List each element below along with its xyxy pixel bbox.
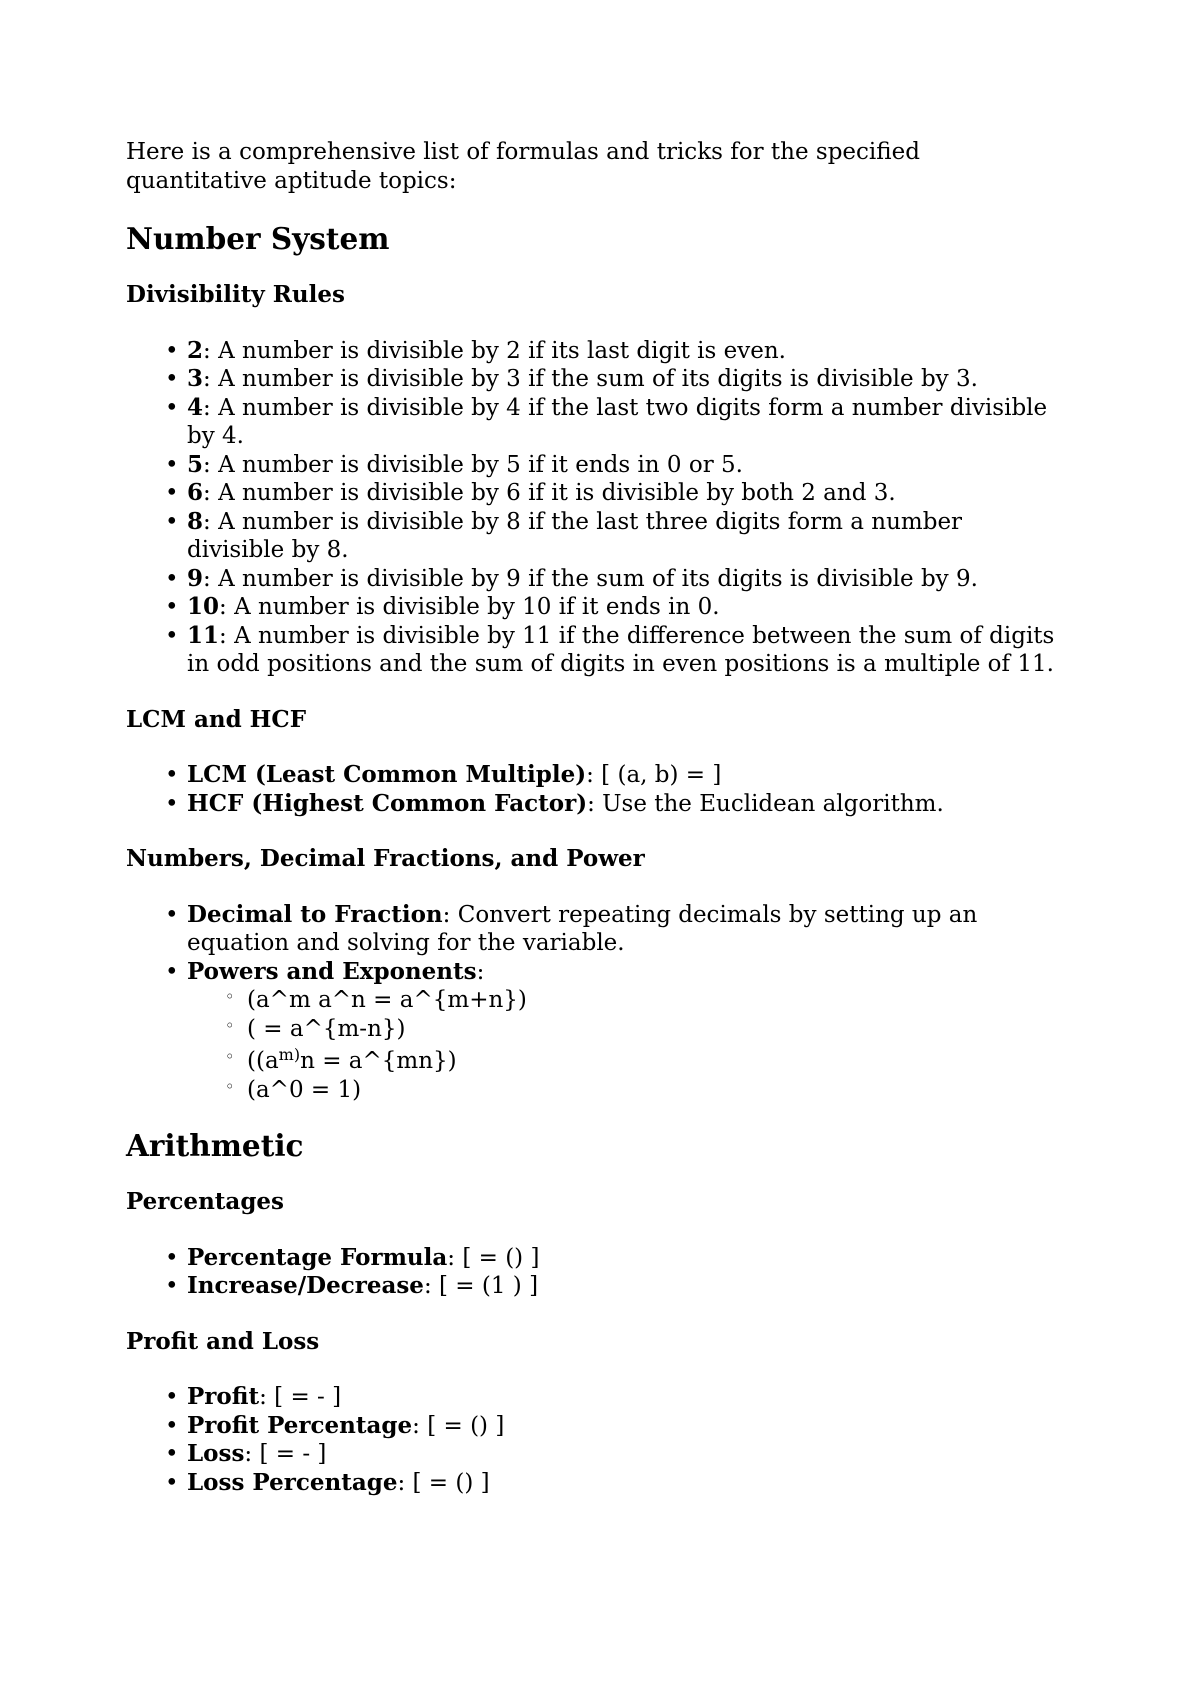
bullet-icon: •: [165, 790, 179, 817]
list-item-term: Loss: [187, 1440, 245, 1467]
superscript: m): [278, 1045, 301, 1064]
bullet-icon: •: [165, 594, 179, 620]
lcm-hcf-list: [126, 761, 1066, 818]
divisibility-list: [126, 337, 1066, 679]
list-item: [126, 1383, 1066, 1412]
bullet-icon: •: [165, 1441, 179, 1467]
list-item-term: HCF (Highest Common Factor): [187, 789, 588, 817]
list-item-text: : A number is divisible by 5 if it ends in 0 or 5.: [203, 451, 743, 478]
bullet-icon: •: [165, 622, 179, 649]
formula-text: (a^0 = 1): [247, 1076, 362, 1103]
sublist-item: [186, 1015, 1066, 1044]
powers-sublist: [186, 986, 1066, 1104]
list-item-term: 5: [187, 450, 204, 478]
bullet-icon: •: [165, 394, 179, 421]
bullet-icon: •: [165, 1469, 179, 1496]
bullet-icon: •: [165, 480, 179, 506]
sublist-item: [186, 1043, 1066, 1076]
bullet-icon: •: [165, 451, 179, 478]
subheading-decimal-fractions-power: Numbers, Decimal Fractions, and Power: [126, 845, 645, 872]
list-item: [126, 761, 1066, 790]
list-item-term: Profit Percentage: [187, 1411, 413, 1439]
list-item: [126, 901, 1066, 958]
list-item: [126, 337, 1066, 366]
list-item-term: Loss Percentage: [187, 1468, 398, 1496]
list-item: [126, 508, 1066, 565]
profit-loss-list: [126, 1383, 1066, 1497]
sublist-item: [186, 986, 1066, 1015]
list-item-text: : A number is divisible by 8 if the last three digits form a number divisible by 8.: [187, 508, 963, 563]
list-item-text: : A number is divisible by 6 if it is divisible by both 2 and 3.: [203, 480, 896, 506]
list-item: [126, 1244, 1066, 1273]
subheading-percentages: Percentages: [126, 1188, 284, 1215]
list-item-text: : [ = - ]: [259, 1384, 342, 1410]
list-item-term: Decimal to Fraction: [187, 900, 443, 928]
list-item-term: Percentage Formula: [187, 1243, 448, 1271]
list-item-text: : [ = - ]: [244, 1441, 327, 1467]
sublist-item: [186, 1076, 1066, 1105]
subheading-profit-loss: Profit and Loss: [126, 1327, 320, 1355]
list-item-text: : Use the Euclidean algorithm.: [587, 790, 944, 817]
hollow-bullet-icon: ◦: [225, 1015, 235, 1035]
list-item-text: : [ = () ]: [447, 1244, 540, 1271]
bullet-icon: •: [165, 508, 179, 535]
list-item: [126, 394, 1066, 451]
section-heading-number-system: Number System: [126, 221, 390, 256]
hollow-bullet-icon: ◦: [225, 987, 235, 1006]
formula-text: ( = a^{m-n}): [247, 1015, 406, 1042]
list-item-text: : A number is divisible by 9 if the sum of its digits is divisible by 9.: [203, 565, 978, 592]
bullet-icon: •: [165, 901, 179, 928]
list-item-term: 6: [187, 479, 204, 506]
list-item: [126, 1412, 1066, 1441]
list-item-text: : [ = () ]: [397, 1469, 490, 1496]
list-item-text: : A number is divisible by 11 if the difference between the sum of digits in odd positions and the sum of digits in even positions is a multiple of 11.: [187, 622, 1055, 677]
bullet-icon: •: [165, 958, 179, 985]
list-item: [126, 1440, 1066, 1469]
list-item: [126, 958, 1066, 1105]
list-item-term: 11: [187, 621, 220, 649]
document-page: [126, 138, 1066, 1497]
list-item-term: Profit: [187, 1383, 260, 1410]
list-item-term: 8: [187, 507, 204, 535]
list-item-text: : A number is divisible by 3 if the sum of its digits is divisible by 3.: [203, 366, 978, 392]
bullet-icon: •: [165, 1273, 179, 1299]
list-item: [126, 593, 1066, 622]
list-item-text: : Convert repeating decimals by setting up an equation and solving for the variable.: [187, 901, 978, 956]
list-item-text: : A number is divisible by 10 if it ends in 0.: [219, 594, 720, 620]
list-item-term: LCM (Least Common Multiple): [187, 761, 587, 788]
list-item-term: 2: [187, 336, 204, 364]
hollow-bullet-icon: ◦: [225, 1076, 235, 1096]
intro-paragraph: Here is a comprehensive list of formulas and tricks for the specified quantitative aptitude topics:: [126, 139, 920, 194]
formula-text: (a^m a^n = a^{m+n}): [247, 987, 527, 1013]
bullet-icon: •: [165, 366, 179, 392]
list-item: [126, 365, 1066, 394]
bullet-icon: •: [165, 565, 179, 592]
list-item-text: : [ = (1 ) ]: [423, 1273, 539, 1299]
bullet-icon: •: [165, 762, 179, 788]
bullet-icon: •: [165, 1244, 179, 1271]
list-item-text: : A number is divisible by 4 if the last two digits form a number divisible by 4.: [187, 394, 1048, 449]
formula-text-pre: ((a: [247, 1048, 279, 1074]
list-item-text: :: [476, 958, 485, 985]
list-item: [126, 565, 1066, 594]
formula-text-post: n = a^{mn}): [300, 1048, 457, 1074]
list-item: [126, 479, 1066, 508]
hollow-bullet-icon: ◦: [225, 1047, 235, 1066]
list-item-term: 9: [187, 564, 204, 592]
decimals-list: [126, 901, 1066, 1105]
list-item: [126, 1469, 1066, 1498]
list-item-term: 3: [187, 365, 204, 392]
list-item-text: : [ = () ]: [412, 1412, 505, 1439]
list-item: [126, 1272, 1066, 1301]
bullet-icon: •: [165, 1412, 179, 1439]
list-item-term: 10: [187, 593, 220, 620]
list-item-term: Powers and Exponents: [187, 957, 477, 985]
subheading-divisibility-rules: Divisibility Rules: [126, 281, 345, 308]
list-item-term: Increase/Decrease: [187, 1272, 424, 1299]
list-item-term: 4: [187, 393, 204, 421]
list-item: [126, 451, 1066, 480]
list-item-text: : A number is divisible by 2 if its last digit is even.: [203, 337, 786, 364]
subheading-lcm-hcf: LCM and HCF: [126, 705, 307, 733]
list-item: [126, 790, 1066, 819]
percentages-list: [126, 1244, 1066, 1301]
section-heading-arithmetic: Arithmetic: [126, 1128, 304, 1163]
bullet-icon: •: [165, 1384, 179, 1410]
list-item-text: : [ (a, b) = ]: [586, 762, 722, 788]
list-item: [126, 622, 1066, 679]
bullet-icon: •: [165, 337, 179, 364]
